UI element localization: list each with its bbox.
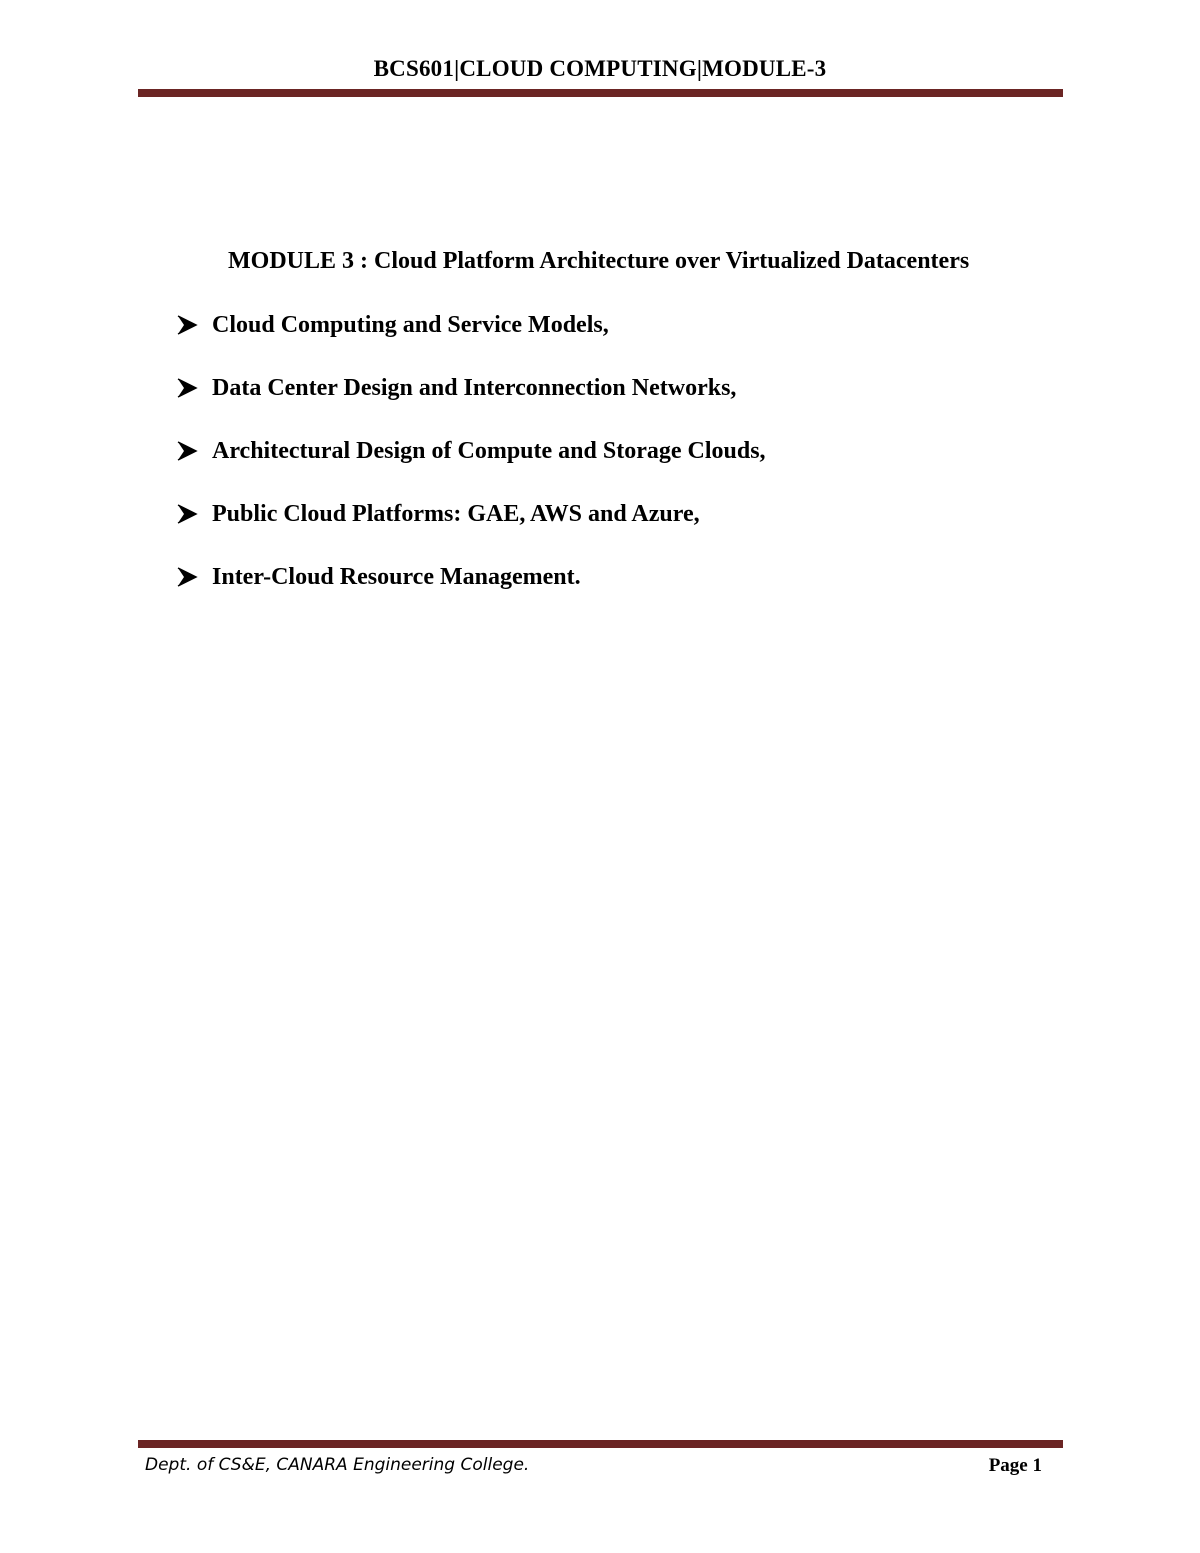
arrowhead-bullet-icon [176,440,198,462]
footer-department: Dept. of CS&E, CANARA Engineering College. [145,1455,530,1475]
list-item [176,500,766,563]
arrowhead-bullet-icon [176,377,198,399]
arrowhead-bullet-icon [176,503,198,525]
list-item [176,563,766,626]
page-number: Page 1 [988,1455,1042,1476]
topic-label: Cloud Computing and Service Models, [212,312,609,338]
arrowhead-bullet-icon [176,566,198,588]
list-item [176,311,766,374]
footer-divider [138,1440,1063,1448]
topic-label: Inter-Cloud Resource Management. [212,564,581,590]
list-item [176,374,766,437]
arrowhead-bullet-icon [176,314,198,336]
topic-label: Data Center Design and Interconnection Networks, [212,375,737,401]
topic-list [176,311,766,626]
page-header-title: BCS601|CLOUD COMPUTING|MODULE-3 [373,56,827,81]
module-heading: MODULE 3 : Cloud Platform Architecture over Virtualized Datacenters [228,248,970,274]
list-item [176,437,766,500]
header-divider [138,89,1063,97]
topic-label: Public Cloud Platforms: GAE, AWS and Azure, [212,501,700,527]
topic-label: Architectural Design of Compute and Storage Clouds, [212,438,766,464]
